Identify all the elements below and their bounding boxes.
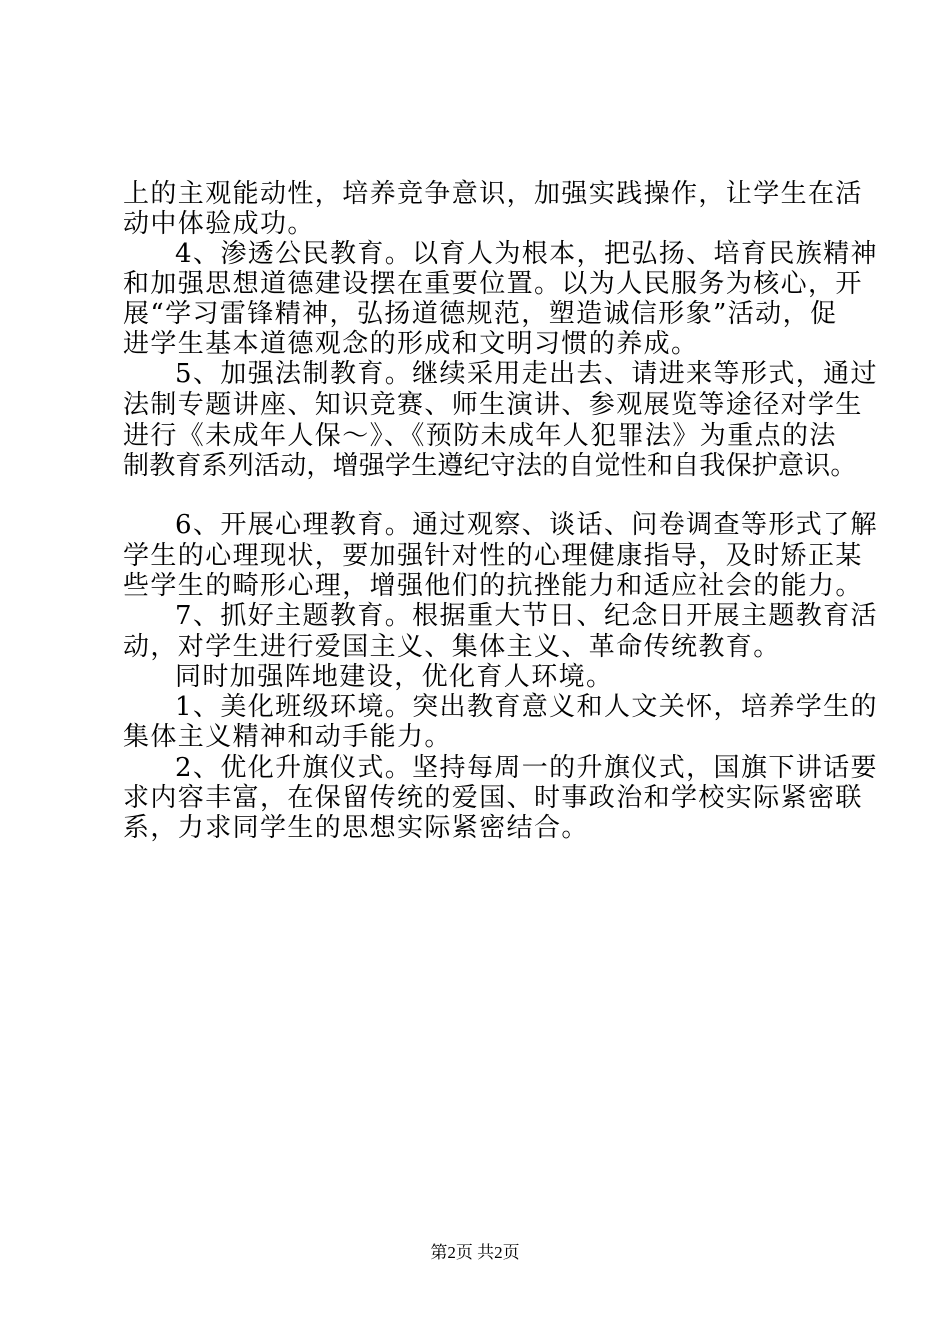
paragraph-7-line: 7、抓好主题教育。根据重大节日、纪念日开展主题教育活 <box>175 601 878 631</box>
paragraph-1-line: 1、美化班级环境。突出教育意义和人文关怀，培养学生的 <box>175 692 878 722</box>
body-line: 和加强思想道德建设摆在重要位置。以为人民服务为核心，开 <box>123 269 863 299</box>
paragraph-6-line: 6、开展心理教育。通过观察、谈话、问卷调查等形式了解 <box>175 510 878 540</box>
body-line: 上的主观能动性，培养竞争意识，加强实践操作，让学生在活 <box>123 179 863 209</box>
body-line: 法制专题讲座、知识竞赛、师生演讲、参观展览等途径对学生 <box>123 390 863 420</box>
body-line: 求内容丰富，在保留传统的爱国、时事政治和学校实际紧密联 <box>123 783 863 813</box>
body-line: 集体主义精神和动手能力。 <box>123 722 452 752</box>
body-line: 进学生基本道德观念的形成和文明习惯的养成。 <box>123 329 699 359</box>
body-line: 进行《未成年人保～》、《预防未成年人犯罪法》为重点的法 <box>123 421 837 451</box>
section-heading-line: 同时加强阵地建设，优化育人环境。 <box>175 662 614 692</box>
page-number-footer: 第2页 共2页 <box>430 1243 520 1262</box>
paragraph-5-line: 5、加强法制教育。继续采用走出去、请进来等形式，通过 <box>175 359 878 389</box>
body-line: 动中体验成功。 <box>123 209 315 239</box>
body-line: 系，力求同学生的思想实际紧密结合。 <box>123 813 589 843</box>
body-line: 动，对学生进行爱国主义、集体主义、革命传统教育。 <box>123 632 781 662</box>
body-line: 制教育系列活动，增强学生遵纪守法的自觉性和自我保护意识。 <box>123 451 857 481</box>
body-line: 学生的心理现状，要加强针对性的心理健康指导，及时矫正某 <box>123 541 863 571</box>
body-line: 些学生的畸形心理，增强他们的抗挫能力和适应社会的能力。 <box>123 571 863 601</box>
paragraph-4-line: 4、渗透公民教育。以育人为根本，把弘扬、培育民族精神 <box>175 239 878 269</box>
paragraph-2-line: 2、优化升旗仪式。坚持每周一的升旗仪式，国旗下讲话要 <box>175 753 878 783</box>
body-line: 展“学习雷锋精神，弘扬道德规范，塑造诚信形象”活动，促 <box>123 299 838 329</box>
